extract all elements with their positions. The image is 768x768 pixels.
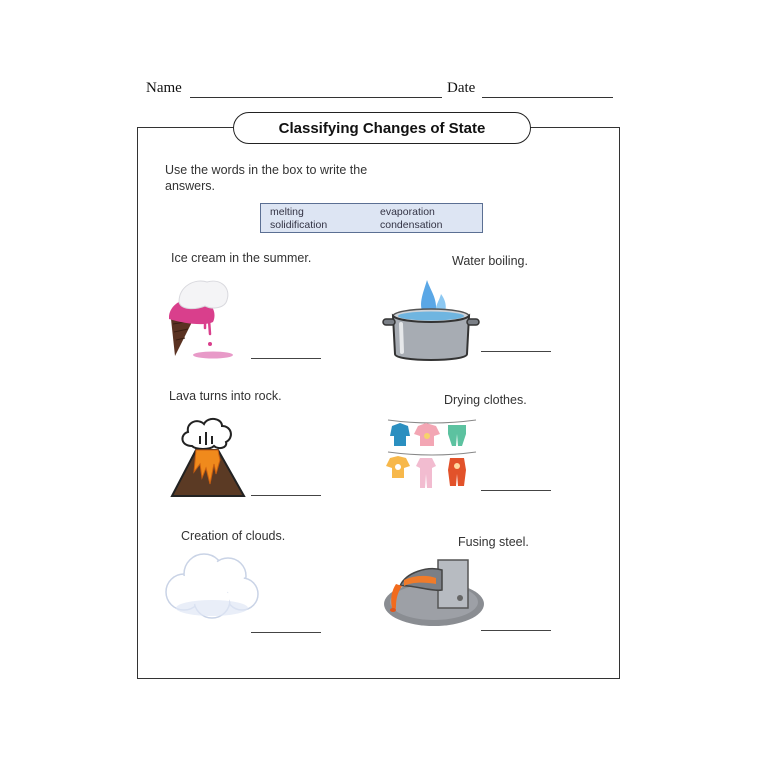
answer-line-ice-cream[interactable] [251, 358, 321, 359]
volcano-icon [170, 412, 246, 498]
molten-steel-icon [382, 556, 486, 628]
boiling-pot-icon [381, 276, 481, 368]
item-prompt-clouds: Creation of clouds. [181, 529, 286, 543]
answer-line-lava[interactable] [251, 495, 321, 496]
item-prompt-drying-clothes: Drying clothes. [444, 393, 527, 407]
word-bank-word: evaporation [380, 206, 435, 218]
worksheet-title: Classifying Changes of State [233, 112, 531, 144]
date-field[interactable] [482, 97, 613, 98]
word-bank-word: solidification [270, 219, 328, 231]
word-bank-word: melting [270, 206, 304, 218]
date-label: Date [447, 80, 476, 96]
cloud-icon [162, 548, 262, 620]
answer-line-fusing-steel[interactable] [481, 630, 551, 631]
answer-line-drying-clothes[interactable] [481, 490, 551, 491]
item-prompt-fusing-steel: Fusing steel. [458, 535, 529, 549]
clothesline-icon [386, 414, 478, 492]
word-bank-word: condensation [380, 219, 443, 231]
item-prompt-ice-cream: Ice cream in the summer. [171, 251, 312, 265]
melting-ice-cream-icon [165, 272, 245, 362]
item-prompt-water-boiling: Water boiling. [452, 254, 528, 268]
item-prompt-lava: Lava turns into rock. [169, 389, 282, 403]
word-bank-box [260, 203, 483, 233]
answer-line-clouds[interactable] [251, 632, 321, 633]
answer-line-water-boiling[interactable] [481, 351, 551, 352]
name-label: Name [146, 80, 182, 96]
name-field[interactable] [190, 97, 442, 98]
instructions: Use the words in the box to write the answers. [165, 163, 368, 193]
